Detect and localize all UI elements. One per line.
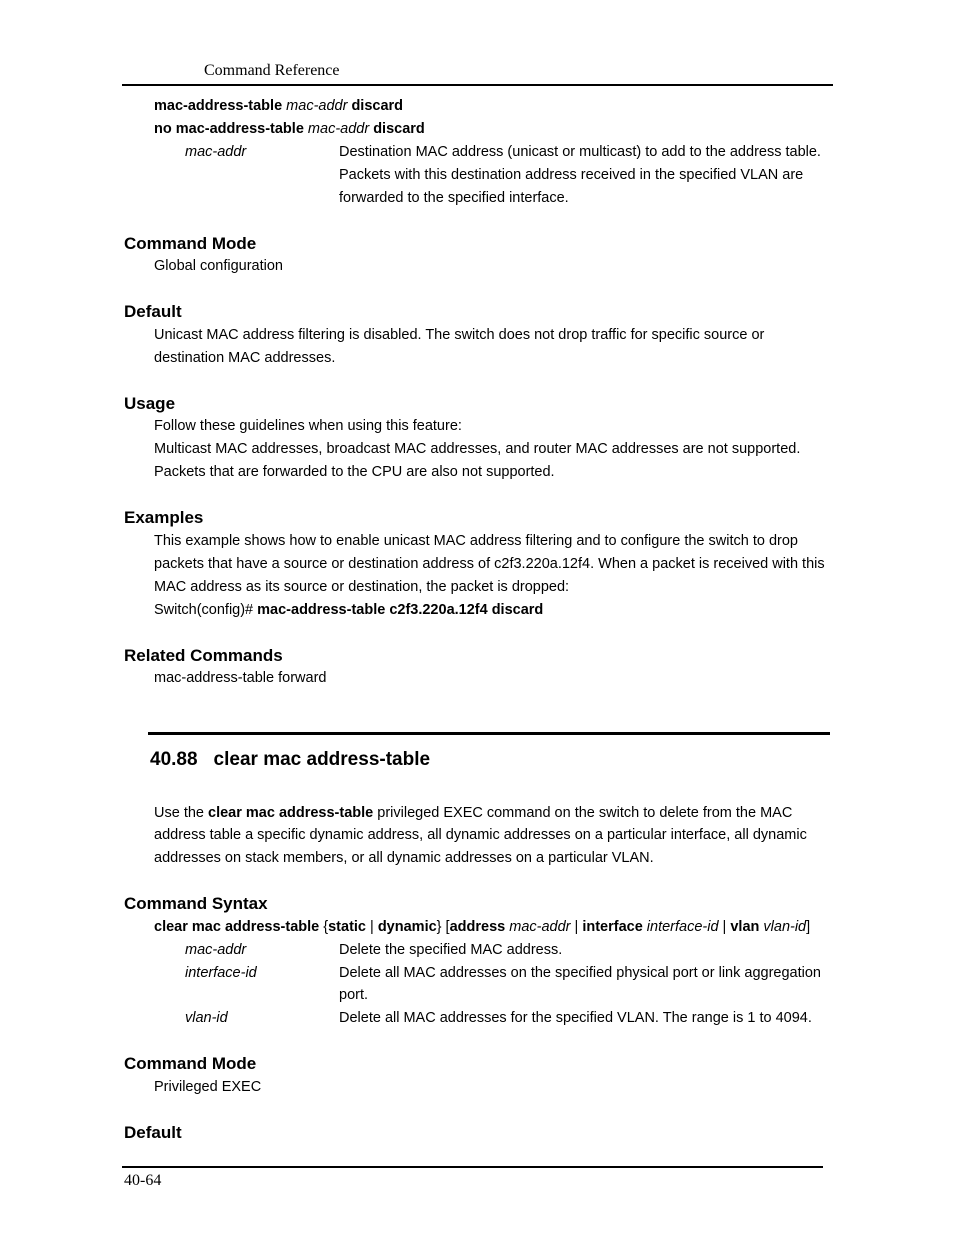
- section-name: clear mac address-table: [213, 749, 431, 770]
- syntax-sep: |: [718, 919, 731, 935]
- heading-examples: Examples: [124, 508, 204, 527]
- syntax-keyword: discard: [351, 98, 404, 114]
- heading-related-commands: Related Commands: [124, 646, 283, 665]
- param-desc-line: port.: [339, 987, 369, 1003]
- syntax-cmd: clear mac address-table: [154, 919, 320, 935]
- heading-command-mode: Command Mode: [124, 1054, 257, 1073]
- syntax-keyword: discard: [373, 121, 425, 137]
- usage-text-line: Packets that are forwarded to the CPU are also not supported.: [154, 464, 555, 480]
- param-desc-line: forwarded to the specified interface.: [339, 190, 569, 206]
- param-name: mac-addr: [185, 942, 247, 958]
- syntax-keyword-interface: interface: [582, 919, 643, 935]
- running-header: Command Reference: [204, 62, 340, 79]
- syntax-keyword-address: address: [449, 919, 506, 935]
- syntax-sep: ]: [806, 919, 811, 935]
- param-name: interface-id: [185, 965, 257, 981]
- syntax-line-discard: [154, 95, 403, 118]
- example-command-line: [154, 599, 543, 622]
- default-text-line: destination MAC addresses.: [154, 350, 336, 366]
- intro-text-line: [154, 802, 792, 825]
- syntax-arg: mac-addr: [286, 98, 348, 114]
- syntax-arg-interface-id: interface-id: [646, 919, 719, 935]
- examples-text-line: This example shows how to enable unicast MAC address filtering and to configure the switch to drop: [154, 533, 798, 549]
- syntax-arg-mac-addr: mac-addr: [509, 919, 571, 935]
- footer-rule: [122, 1166, 823, 1168]
- section-number: 40.88: [150, 749, 198, 770]
- intro-command: clear mac address-table: [208, 805, 374, 821]
- page-number: 40-64: [124, 1172, 162, 1189]
- syntax-keyword-dynamic: dynamic: [377, 919, 437, 935]
- related-command: mac-address-table forward: [154, 670, 327, 686]
- default-text-line: Unicast MAC address filtering is disabled. The switch does not drop traffic for specific source or: [154, 327, 765, 343]
- intro-post: privileged EXEC command on the switch to delete from the MAC: [373, 805, 793, 821]
- syntax-sep: |: [366, 919, 378, 935]
- heading-command-mode: Command Mode: [124, 234, 257, 253]
- section-rule: [148, 732, 830, 735]
- syntax-line-no-discard: [154, 118, 425, 141]
- examples-text-line: packets that have a source or destination address of c2f3.220a.12f4. When a packet is received with this: [154, 556, 825, 572]
- syntax-cmd: mac-address-table: [154, 98, 283, 114]
- syntax-sep: {: [319, 919, 329, 935]
- syntax-keyword-vlan: vlan: [730, 919, 760, 935]
- param-name: mac-addr: [185, 144, 247, 160]
- intro-text-line: addresses on stack members, or all dynamic addresses on a particular VLAN.: [154, 850, 654, 866]
- syntax-cmd: no mac-address-table: [154, 121, 304, 137]
- syntax-sep: |: [570, 919, 583, 935]
- heading-usage: Usage: [124, 394, 176, 413]
- usage-text-line: Follow these guidelines when using this feature:: [154, 418, 462, 434]
- param-desc-line: Delete all MAC addresses for the specified VLAN. The range is 1 to 4094.: [339, 1010, 812, 1026]
- command-mode-text: Privileged EXEC: [154, 1079, 262, 1095]
- heading-command-syntax: Command Syntax: [124, 894, 268, 913]
- section-title: [150, 749, 430, 771]
- syntax-keyword-static: static: [328, 919, 366, 935]
- examples-text-line: MAC address as its source or destination, the packet is dropped:: [154, 579, 570, 595]
- param-desc-line: Delete all MAC addresses on the specified physical port or link aggregation: [339, 965, 821, 981]
- param-desc-line: Destination MAC address (unicast or multicast) to add to the address table.: [339, 144, 821, 160]
- syntax-arg-vlan-id: vlan-id: [763, 919, 807, 935]
- command-mode-text: Global configuration: [154, 258, 283, 274]
- header-rule: [122, 84, 833, 86]
- heading-default: Default: [124, 302, 182, 321]
- param-name: vlan-id: [185, 1010, 228, 1026]
- intro-pre: Use the: [154, 805, 208, 821]
- intro-text-line: address table a specific dynamic address, all dynamic addresses on a particular interface, all dynamic: [154, 827, 807, 843]
- syntax-arg: mac-addr: [307, 121, 370, 137]
- param-desc-line: Delete the specified MAC address.: [339, 942, 563, 958]
- usage-text-line: Multicast MAC addresses, broadcast MAC addresses, and router MAC addresses are not supported.: [154, 441, 801, 457]
- param-desc-line: Packets with this destination address received in the specified VLAN are: [339, 167, 804, 183]
- example-prompt: Switch(config)#: [154, 602, 258, 618]
- example-command: mac-address-table c2f3.220a.12f4 discard: [257, 602, 544, 618]
- heading-default: Default: [124, 1123, 182, 1142]
- syntax-line-clear: [154, 916, 810, 939]
- syntax-sep: } [: [436, 919, 450, 935]
